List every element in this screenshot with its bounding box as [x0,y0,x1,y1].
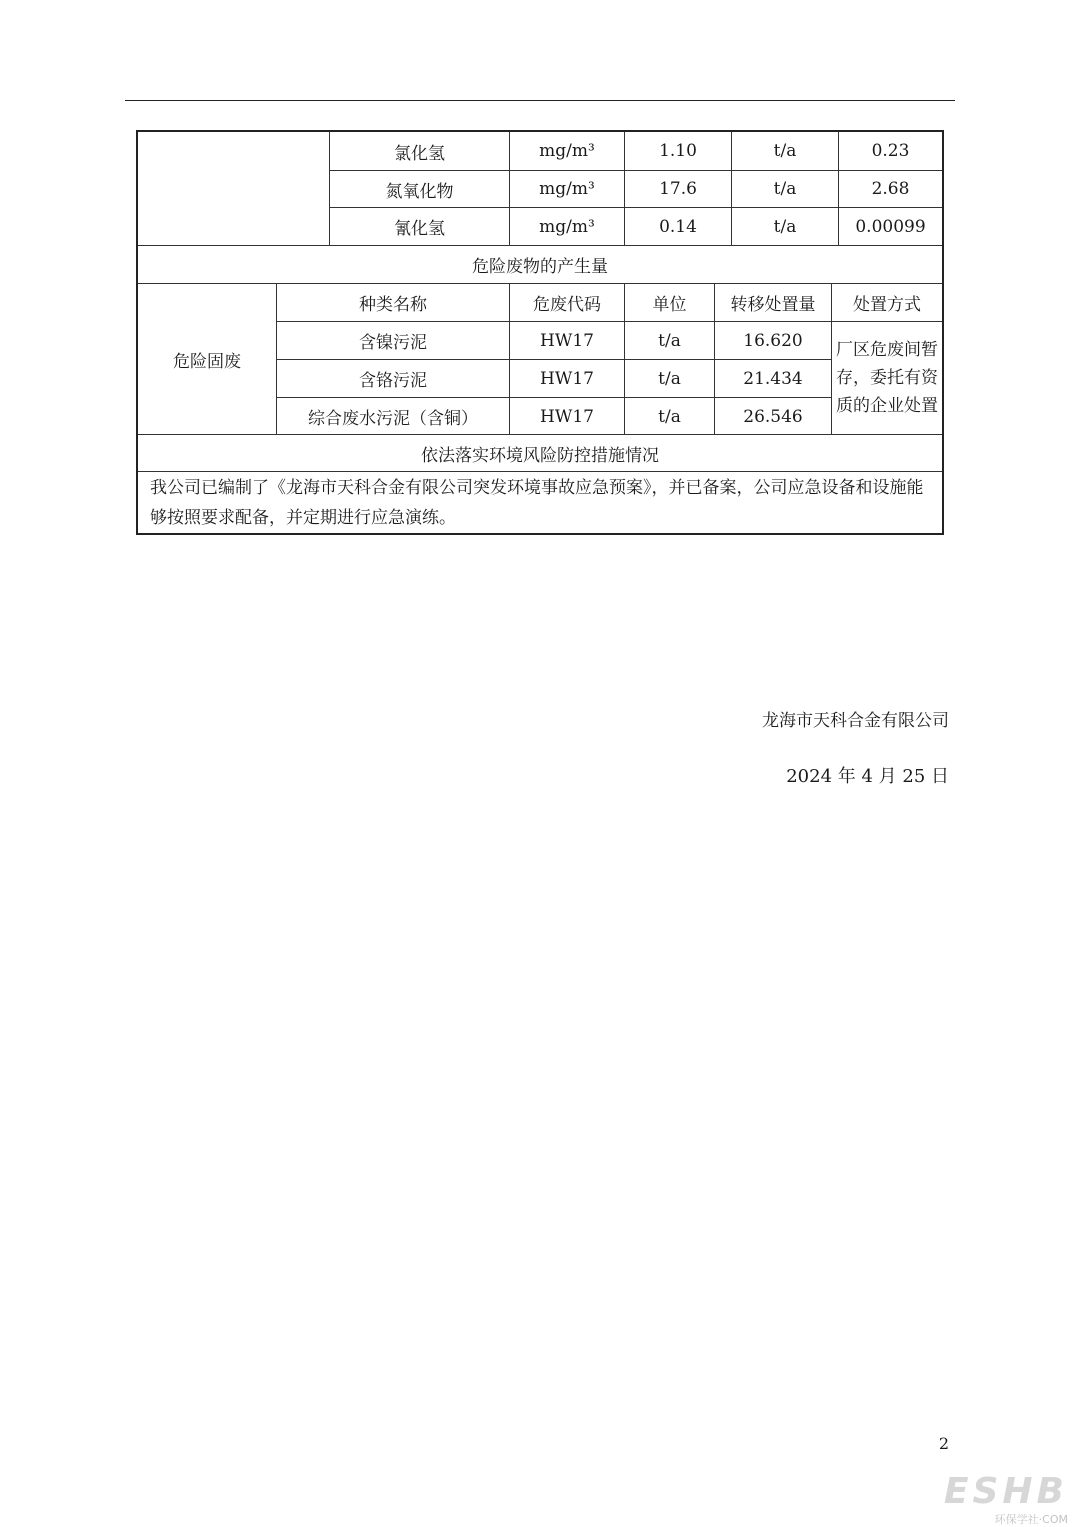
amount-unit: t/a [732,208,839,245]
waste-amount: 26.546 [715,398,832,435]
waste-unit: t/a [625,322,715,359]
amount-unit: t/a [732,132,839,170]
disposal-method: 厂区危废间暂存，委托有资质的企业处置 [836,340,938,416]
waste-unit: t/a [625,360,715,397]
watermark-logo: ESHB [943,1471,1068,1512]
pollutant-name: 氯化氢 [330,132,510,170]
waste-name: 综合废水污泥（含铜） [277,398,510,435]
header-code: 危废代码 [510,284,625,321]
hazard-body [277,321,942,434]
gas-rows [330,132,942,245]
hazard-row [277,359,832,397]
amount-unit: t/a [732,171,839,207]
gas-row [330,132,942,170]
hazard-grid [277,284,942,434]
amount-value: 0.23 [871,141,910,161]
gas-blank-cell [138,132,330,245]
waste-unit: t/a [625,398,715,435]
header-amount: 转移处置量 [715,284,832,321]
gas-row [330,207,942,245]
waste-code: HW17 [510,360,625,397]
conc-value: 17.6 [625,171,732,207]
amount-value: 2.68 [871,179,910,199]
emissions-table [136,130,944,535]
waste-amount: 16.620 [715,322,832,359]
hazard-row [277,397,832,435]
hazard-title-row [138,245,942,283]
hazard-rows [277,322,832,434]
conc-value: 1.10 [625,132,732,170]
watermark [898,1471,1068,1526]
conc-unit: mg/m³ [510,171,625,207]
waste-amount: 21.434 [715,360,832,397]
header-name: 种类名称 [277,284,510,321]
pollutant-name: 氰化氢 [330,208,510,245]
hazard-header-row [277,284,942,321]
header-method: 处置方式 [853,295,921,315]
waste-name: 含铬污泥 [277,360,510,397]
company-signature: 龙海市天科合金有限公司 [762,711,949,731]
hazard-section-title: 危险废物的产生量 [472,257,608,277]
waste-name: 含镍污泥 [277,322,510,359]
hazard-row [277,322,832,359]
waste-code: HW17 [510,398,625,435]
risk-text-row [138,471,942,533]
gas-block [138,132,942,245]
page-number: 2 [938,1434,949,1453]
hazard-block [138,283,942,434]
signature-date: 2024 年 4 月 25 日 [786,766,949,787]
risk-text: 我公司已编制了《龙海市天科合金有限公司突发环境事故应急预案》，并已备案，公司应急设备和设施能够按照要求配备，并定期进行应急演练。 [150,477,924,528]
header-unit: 单位 [625,284,715,321]
conc-unit: mg/m³ [510,132,625,170]
risk-section-title: 依法落实环境风险防控措施情况 [421,445,659,466]
gas-row [330,170,942,207]
watermark-subtext: 环保学社·COM [994,1513,1068,1526]
pollutant-name: 氮氧化物 [330,171,510,207]
amount-value: 0.00099 [855,216,926,237]
conc-value: 0.14 [625,208,732,245]
header-rule [125,100,955,101]
risk-title-row [138,434,942,471]
waste-code: HW17 [510,322,625,359]
conc-unit: mg/m³ [510,208,625,245]
hazard-category: 危险固废 [138,284,277,434]
